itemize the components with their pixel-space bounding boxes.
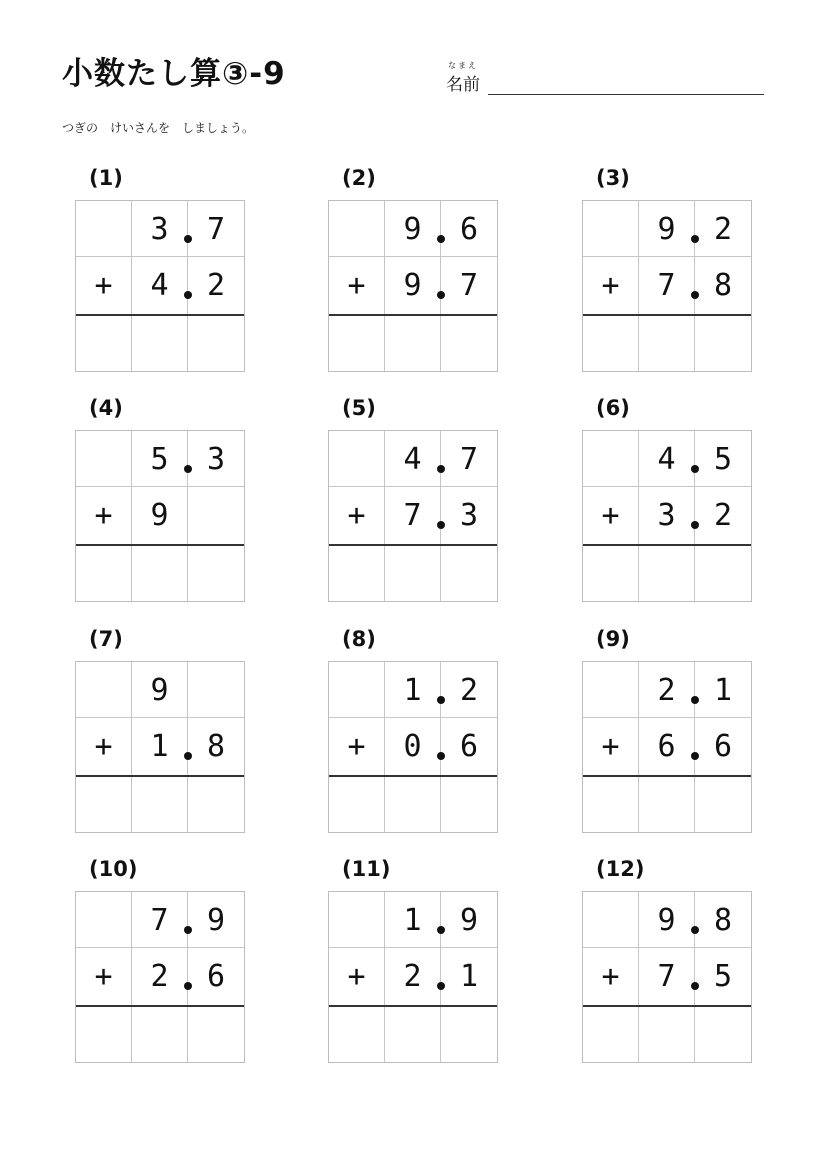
answer-cell[interactable] [639, 777, 694, 832]
name-field[interactable] [446, 60, 764, 96]
decimal-point [691, 752, 699, 760]
answer-grid [328, 891, 498, 1063]
answer-cell[interactable] [639, 1007, 694, 1062]
decimal-point [691, 926, 699, 934]
plus-sign: + [601, 498, 620, 533]
decimal-point [691, 235, 699, 243]
answer-cell[interactable] [132, 546, 187, 601]
answer-cell[interactable] [132, 1007, 187, 1062]
bottom-tenths-digit: 5 [713, 959, 733, 994]
answer-cell[interactable] [385, 777, 440, 832]
bottom-tenths-digit: 2 [206, 268, 226, 303]
plus-sign: + [94, 959, 113, 994]
top-ones-digit: 4 [403, 442, 422, 477]
top-tenths-digit: 9 [206, 903, 226, 938]
answer-cell[interactable] [583, 777, 638, 832]
answer-grid [582, 661, 752, 833]
problem-label: (2) [342, 166, 376, 190]
instruction-text: つぎの けいさんを しましょう。 [62, 121, 255, 135]
answer-cell[interactable] [76, 546, 131, 601]
plus-sign: + [347, 498, 366, 533]
top-tenths-digit: 7 [459, 442, 479, 477]
bottom-tenths-digit: 6 [459, 729, 479, 764]
answer-cell[interactable] [639, 546, 694, 601]
bottom-ones-digit: 2 [403, 959, 422, 994]
problem-label: (3) [596, 166, 630, 190]
top-ones-digit: 5 [150, 442, 169, 477]
decimal-point [184, 291, 192, 299]
bottom-ones-digit: 9 [403, 268, 422, 303]
plus-sign: + [347, 268, 366, 303]
problem-label: (7) [89, 627, 123, 651]
answer-cell[interactable] [441, 546, 497, 601]
decimal-point [437, 696, 445, 704]
answer-cell[interactable] [188, 546, 244, 601]
worksheet-title: 小数たし算③-9 [62, 56, 286, 92]
bottom-ones-digit: 9 [150, 498, 169, 533]
answer-cell[interactable] [329, 316, 384, 371]
decimal-point [184, 926, 192, 934]
decimal-point [184, 982, 192, 990]
answer-cell[interactable] [132, 777, 187, 832]
bottom-tenths-digit: 8 [713, 268, 733, 303]
answer-cell[interactable] [188, 1007, 244, 1062]
plus-sign: + [347, 729, 366, 764]
top-ones-digit: 1 [403, 903, 422, 938]
answer-grid [328, 200, 498, 372]
problem-label: (9) [596, 627, 630, 651]
problem-4 [75, 396, 245, 601]
answer-cell[interactable] [695, 1007, 751, 1062]
answer-grid [582, 891, 752, 1063]
bottom-tenths-digit: 6 [206, 959, 226, 994]
top-tenths-digit [188, 663, 244, 718]
plus-sign: + [94, 268, 113, 303]
bottom-tenths-digit [188, 488, 244, 543]
bottom-ones-digit: 0 [403, 729, 422, 764]
bottom-tenths-digit: 2 [713, 498, 733, 533]
plus-sign: + [601, 729, 620, 764]
answer-grid [75, 661, 245, 833]
top-tenths-digit: 6 [459, 212, 479, 247]
problem-label: (6) [596, 396, 630, 420]
answer-cell[interactable] [132, 316, 187, 371]
bottom-ones-digit: 6 [657, 729, 676, 764]
bottom-ones-digit: 4 [150, 268, 169, 303]
answer-grid [582, 430, 752, 602]
bottom-tenths-digit: 8 [206, 729, 226, 764]
problem-label: (10) [89, 857, 138, 881]
answer-cell[interactable] [441, 316, 497, 371]
decimal-point [691, 696, 699, 704]
name-write-line[interactable] [488, 94, 764, 95]
answer-cell[interactable] [329, 1007, 384, 1062]
top-ones-digit: 9 [150, 673, 169, 708]
bottom-tenths-digit: 3 [459, 498, 479, 533]
bottom-ones-digit: 1 [150, 729, 169, 764]
answer-grid [75, 891, 245, 1063]
problem-7 [75, 627, 245, 832]
answer-grid [328, 430, 498, 602]
bottom-tenths-digit: 7 [459, 268, 479, 303]
answer-cell[interactable] [385, 1007, 440, 1062]
answer-cell[interactable] [441, 777, 497, 832]
answer-cell[interactable] [188, 316, 244, 371]
plus-sign: + [94, 729, 113, 764]
problem-label: (4) [89, 396, 123, 420]
bottom-tenths-digit: 1 [459, 959, 479, 994]
problem-11 [328, 857, 498, 1062]
top-tenths-digit: 7 [206, 212, 226, 247]
top-ones-digit: 9 [657, 903, 676, 938]
top-tenths-digit: 2 [459, 673, 479, 708]
answer-cell[interactable] [385, 316, 440, 371]
answer-grid [582, 200, 752, 372]
problem-9 [582, 627, 752, 832]
problem-label: (8) [342, 627, 376, 651]
decimal-point [691, 465, 699, 473]
top-tenths-digit: 2 [713, 212, 733, 247]
decimal-point [184, 465, 192, 473]
answer-cell[interactable] [695, 546, 751, 601]
answer-cell[interactable] [329, 777, 384, 832]
decimal-point [437, 291, 445, 299]
decimal-point [691, 982, 699, 990]
answer-grid [75, 430, 245, 602]
problem-1 [75, 166, 245, 371]
plus-sign: + [601, 959, 620, 994]
top-ones-digit: 2 [657, 673, 676, 708]
problem-label: (1) [89, 166, 123, 190]
top-tenths-digit: 9 [459, 903, 479, 938]
answer-cell[interactable] [583, 1007, 638, 1062]
name-label: 名前 [446, 75, 480, 95]
problem-2 [328, 166, 498, 371]
problem-label: (12) [596, 857, 645, 881]
top-ones-digit: 1 [403, 673, 422, 708]
bottom-ones-digit: 7 [657, 959, 676, 994]
answer-grid [328, 661, 498, 833]
top-ones-digit: 9 [657, 212, 676, 247]
problem-label: (11) [342, 857, 391, 881]
top-ones-digit: 9 [403, 212, 422, 247]
answer-cell[interactable] [329, 546, 384, 601]
answer-grid [75, 200, 245, 372]
decimal-point [184, 752, 192, 760]
answer-cell[interactable] [385, 546, 440, 601]
answer-cell[interactable] [76, 1007, 131, 1062]
plus-sign: + [94, 498, 113, 533]
top-tenths-digit: 8 [713, 903, 733, 938]
problem-label: (5) [342, 396, 376, 420]
name-ruby: なまえ [448, 61, 478, 70]
decimal-point [691, 521, 699, 529]
problem-6 [582, 396, 752, 601]
answer-cell[interactable] [639, 316, 694, 371]
top-ones-digit: 3 [150, 212, 169, 247]
answer-cell[interactable] [695, 777, 751, 832]
plus-sign: + [347, 959, 366, 994]
answer-cell[interactable] [76, 777, 131, 832]
bottom-tenths-digit: 6 [713, 729, 733, 764]
decimal-point [184, 235, 192, 243]
bottom-ones-digit: 7 [657, 268, 676, 303]
problem-5 [328, 396, 498, 601]
decimal-point [437, 982, 445, 990]
plus-sign: + [601, 268, 620, 303]
bottom-ones-digit: 3 [657, 498, 676, 533]
decimal-point [691, 291, 699, 299]
bottom-ones-digit: 7 [403, 498, 422, 533]
top-ones-digit: 7 [150, 903, 169, 938]
decimal-point [437, 521, 445, 529]
problem-3 [582, 166, 752, 371]
problem-10 [75, 857, 245, 1062]
answer-cell[interactable] [76, 316, 131, 371]
decimal-point [437, 752, 445, 760]
top-tenths-digit: 5 [713, 442, 733, 477]
top-tenths-digit: 1 [713, 673, 733, 708]
answer-cell[interactable] [583, 546, 638, 601]
answer-cell[interactable] [441, 1007, 497, 1062]
decimal-point [437, 465, 445, 473]
answer-cell[interactable] [695, 316, 751, 371]
decimal-point [437, 926, 445, 934]
bottom-ones-digit: 2 [150, 959, 169, 994]
problem-12 [582, 857, 752, 1062]
problem-8 [328, 627, 498, 832]
decimal-point [437, 235, 445, 243]
top-ones-digit: 4 [657, 442, 676, 477]
answer-cell[interactable] [188, 777, 244, 832]
top-tenths-digit: 3 [206, 442, 226, 477]
answer-cell[interactable] [583, 316, 638, 371]
